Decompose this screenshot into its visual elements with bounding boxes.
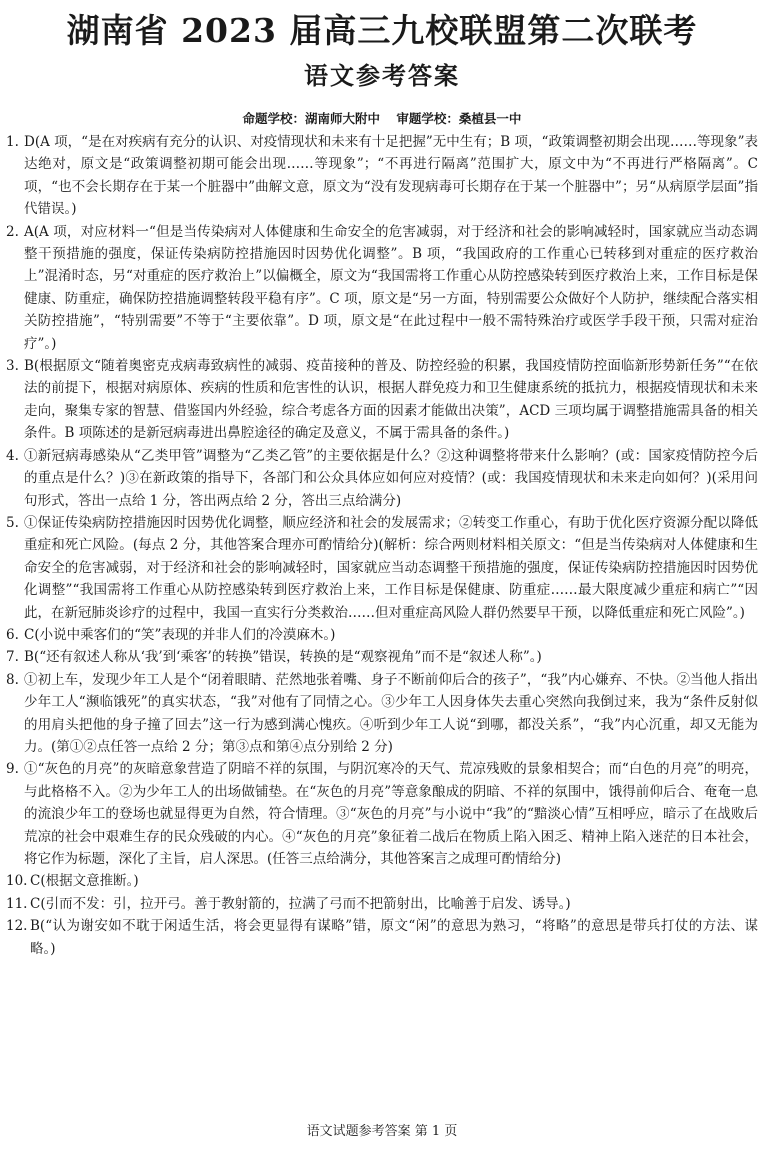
answer-item-5 (6, 512, 758, 624)
answer-text: ①保证传染病防控措施因时因势优化调整，顺应经济和社会的发展需求；②转变工作重心，有助于优化医疗资源分配以降低重症和死亡风险。(每点 2 分，其他答案合理亦可酌情给分)(解析：综合两则材料相关原文：“但是当传染病对人体健康和生命安全的危害减弱，对于经济和社会的影响减轻时，国家就应当动态调整干预措施的强度，保证传染病防控措施因时因势优化调整”“我国需将工作重心从防控感染转到医疗救治上来，工作目标是保健康、防重症……最大限度减少重症和病亡”“因此，在新冠肺炎诊疗的过程中，我国一直实行分类救治……但对重症高风险人群仍然要早干预，以降低重症和死亡风险”。) (24, 514, 758, 621)
answer-item-12 (6, 915, 758, 960)
answer-number: 11. (6, 895, 28, 912)
reviewer-school: 审题学校：桑植县一中 (396, 111, 522, 126)
answer-item-1 (6, 131, 758, 221)
answer-item-4 (6, 445, 758, 512)
answer-text: D(A 项，“是在对疾病有充分的认识、对疫情现状和未来有十足把握”无中生有；B 项，“政策调整初期会出现……等现象”表达绝对，原文是“政策调整初期可能会出现……等现象”；“不再进行隔离”范围扩大，原文中为“不再进行严格隔离”。C 项，“也不会长期存在于某一个脏器中”曲解文意，原文为“没有发现病毒可长期存在于某一个脏器中”；另“从病原学层面”指代错误。) (24, 134, 758, 218)
answer-text: C(小说中乘客们的“笑”表现的并非人们的冷漠麻木。) (24, 626, 336, 643)
answer-number: 7. (6, 649, 19, 666)
answer-number: 6. (6, 626, 19, 643)
answer-number: 1. (6, 134, 19, 150)
answer-text: A(A 项，对应材料一“但是当传染病对人体健康和生命安全的危害减弱，对于经济和社会的影响减轻时，国家就应当动态调整干预措施的强度，保证传染病防控措施因时因势优化调整”。B 项，“我国政府的工作重心已转移到对重症的医疗救治上”混淆时态，另“对重症的医疗救治上”以偏概全，原文为“我国需将工作重心从防控感染转到医疗救治上来，工作目标是保健康、防重症，确保防控措施调整转段平稳有序”。C 项，原文是“另一方面，特别需要公众做好个人防护，继续配合落实相关防控措施”，“特别需要”不等于“主要依靠”。D 项，原文是“在此过程中一般不需特殊治疗或医学手段干预，只需对症治疗”。) (24, 223, 758, 352)
answer-text: B(“认为谢安如不耽于闲适生活，将会更显得有谋略”错，原文“闲”的意思为熟习，“将略”的意思是带兵打仗的方法、谋略。) (30, 918, 758, 957)
answer-item-10 (6, 870, 758, 892)
answer-item-2 (6, 221, 758, 355)
answer-number: 9. (6, 761, 19, 778)
page-footer: 语文试题参考答案 第 1 页 (306, 1124, 458, 1139)
answer-text: B(“还有叙述人称从‘我’到‘乘客’的转换”错误，转换的是“观察视角”而不是“叙述人称”。) (24, 649, 542, 666)
answer-number: 3. (6, 358, 19, 375)
answer-number: 12. (6, 918, 28, 935)
answer-item-3 (6, 355, 758, 445)
answer-text: ①初上车，发现少年工人是个“闭着眼睛、茫然地张着嘴、身子不断前仰后合的孩子”，“我”内心嫌弃、不快。②当他人指出少年工人“濒临饿死”的真实状态，“我”对他有了同情之心。③少年工人因身体失去重心突然向我倒过来，我为“条件反射似的用肩头把他的身子撞了回去”这一行为感到满心愧疚。④听到少年工人说“到哪，都没关系”，“我”内心沉重，却又无能为力。(第①②点任答一点给 2 分；第③点和第④点分别给 2 分) (24, 671, 758, 755)
answer-number: 8. (6, 671, 19, 688)
answer-number: 5. (6, 514, 19, 531)
page-title: 湖南省 2023 届高三九校联盟第二次联考 (66, 11, 698, 50)
answer-text: C(根据文意推断。) (30, 873, 139, 890)
answer-text: B(根据原文“随着奥密克戎病毒致病性的减弱、疫苗接种的普及、防控经验的积累，我国疫情防控面临新形势新任务”“在依法的前提下，根据对病原体、疾病的性质和危害性的认识，根据人群免疫力和卫生健康系统的抵抗力，根据疫情现状和未来走向，聚集专家的智慧、借鉴国内外经验，综合考虑各方面的因素才能做出决策”，ACD 三项均属于调整措施需具备的相关条件。B 项陈述的是新冠病毒进出鼻腔途径的确定及意义，不属于需具备的条件。) (24, 358, 758, 442)
answer-item-9 (6, 758, 758, 870)
proposer-school: 命题学校：湖南师大附中 (242, 111, 381, 126)
answer-item-8 (6, 669, 758, 759)
answer-number: 2. (6, 223, 19, 240)
answer-item-7 (6, 646, 758, 668)
answer-number: 10. (6, 873, 28, 890)
answer-text: C(引而不发：引，拉开弓。善于教射箭的，拉满了弓而不把箭射出，比喻善于启发、诱导。) (30, 895, 571, 912)
answer-item-6 (6, 624, 758, 646)
school-info (0, 110, 764, 128)
answer-item-11 (6, 893, 758, 915)
answer-text: ①新冠病毒感染从“乙类甲管”调整为“乙类乙管”的主要依据是什么？②这种调整将带来什么影响？(或：国家疫情防控今后的重点是什么？)③在新政策的指导下，各部门和公众具体应如何应对疫情？(或：我国疫情现状和未来走向如何？)(采用问句形式，答出一点给 1 分，答出两点给 2 分，答出三点给满分) (24, 447, 758, 509)
answer-number: 4. (6, 447, 19, 464)
answer-list (6, 131, 758, 960)
answer-text: ①“灰色的月亮”的灰暗意象营造了阴暗不祥的氛围，与阴沉寒冷的天气、荒凉残败的景象相契合；而“白色的月亮”的明亮，与此格格不入。②为少年工人的出场做铺垫。在“灰色的月亮”等意象酿成的阴暗、不祥的氛围中，饿得前仰后合、奄奄一息的流浪少年工的登场也就显得更为自然，符合情理。③“灰色的月亮”与小说中“我”的“黯淡心情”互相呼应，暗示了在战败后荒凉的社会中艰难生存的民众残破的内心。④“灰色的月亮”象征着二战后在物质上陷入困乏、精神上陷入迷茫的日本社会，将它作为标题，深化了主旨，启人深思。(任答三点给满分，其他答案言之成理可酌情给分) (24, 761, 758, 867)
page-subtitle: 语文参考答案 (304, 62, 460, 90)
